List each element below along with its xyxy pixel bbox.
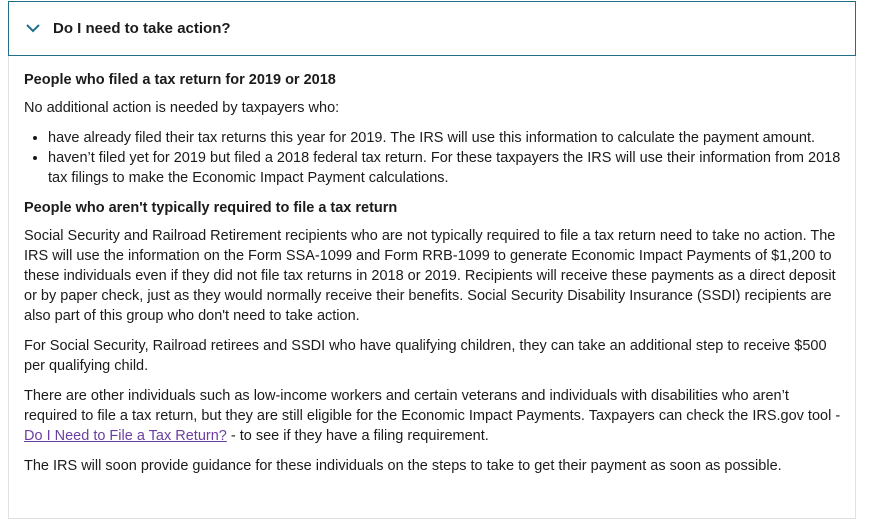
filer-bullet-list xyxy=(24,128,845,188)
chevron-down-icon xyxy=(25,21,41,37)
paragraph-text: There are other individuals such as low-income workers and certain veterans and individuals with disabilities who aren’t required to file a tax return, but they are still eligible for the Economic Impact Payments. Taxpayers can check the IRS.gov tool - xyxy=(24,388,841,424)
paragraph-other-individuals xyxy=(24,386,845,446)
paragraph-guidance: The IRS will soon provide guidance for these individuals on the steps to take to get their payment as soon as possible. xyxy=(24,458,782,474)
accordion-title: Do I need to take action? xyxy=(53,20,231,37)
section-heading-filers: People who filed a tax return for 2019 or 2018 xyxy=(24,72,336,88)
accordion-content xyxy=(8,56,856,519)
section-heading-non-filers: People who aren't typically required to file a tax return xyxy=(24,200,398,216)
list-item: • haven’t filed yet for 2019 but filed a 2018 federal tax return. For these taxpayers the IRS will use their information from 2018 tax filings to make the Economic Impact Payment calculations. xyxy=(48,148,845,188)
paragraph-text: - to see if they have a filing requirement. xyxy=(226,428,489,444)
paragraph-qualifying-children: For Social Security, Railroad retirees and SSDI who have qualifying children, they can take an additional step to receive $500 per qualifying child. xyxy=(24,338,827,374)
do-i-need-to-file-link[interactable]: Do I Need to File a Tax Return? xyxy=(24,428,227,444)
accordion-toggle-button[interactable] xyxy=(8,1,856,56)
list-item: • have already filed their tax returns this year for 2019. The IRS will use this information to calculate the payment amount. xyxy=(48,128,845,148)
paragraph-ssa-recipients: Social Security and Railroad Retirement recipients who are not typically required to file a tax return need to take no action. The IRS will use the information on the Form SSA-1099 and Form RRB-1099 to generate Economic Impact Payments of $1,200 to these individuals even if they did not file tax returns in 2018 or 2019. Recipients will receive these payments as a direct deposit or by paper check, just as they would normally receive their benefits. Social Security Disability Insurance (SSDI) recipients are also part of this group who don't need to take action. xyxy=(24,228,836,324)
faq-accordion xyxy=(8,1,856,519)
section-intro: No additional action is needed by taxpayers who: xyxy=(24,100,340,116)
